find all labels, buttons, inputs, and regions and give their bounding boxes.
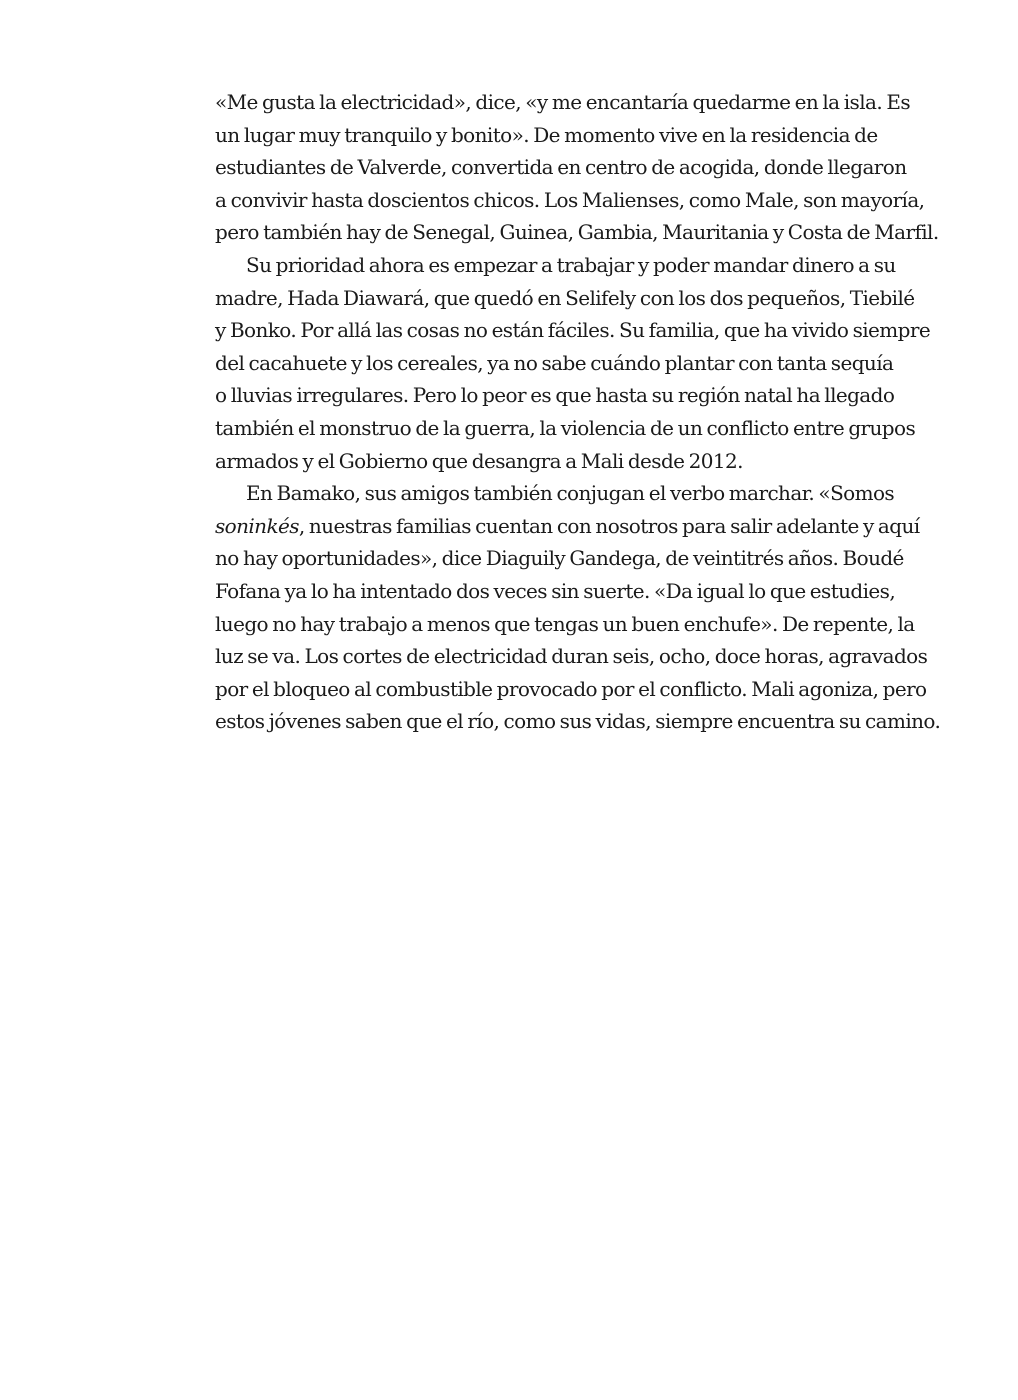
text-line: Su prioridad ahora es empezar a trabajar y poder mandar dinero a su xyxy=(246,252,896,277)
text-line: también el monstruo de la guerra, la violencia de un conflicto entre grupos xyxy=(215,415,916,440)
text-line: luz se va. Los cortes de electricidad duran seis, ocho, doce horas, agravados xyxy=(215,644,928,669)
text-line: Fofana ya lo ha intentado dos veces sin suerte. «Da igual lo que estudies, xyxy=(215,578,896,603)
text-line: estos jóvenes saben que el río, como sus vidas, siempre encuentra su camino. xyxy=(215,709,941,734)
text-line: madre, Hada Diawará, que quedó en Selifely con los dos pequeños, Tiebilé xyxy=(215,285,915,310)
text-line: no hay oportunidades», dice Diaguily Gandega, de veintitrés años. Boudé xyxy=(215,546,904,571)
paragraph-1 xyxy=(215,86,963,249)
italic-term: soninkés xyxy=(215,513,299,538)
text-fragment: , nuestras familias cuentan con nosotros para salir adelante y aquí xyxy=(298,513,920,538)
text-line xyxy=(215,510,963,543)
text-line: pero también hay de Senegal, Guinea, Gambia, Mauritania y Costa de Marfil. xyxy=(215,220,939,245)
text-line: por el bloqueo al combustible provocado por el conflicto. Mali agoniza, pero xyxy=(215,676,927,701)
text-line: «Me gusta la electricidad», dice, «y me encantaría quedarme en la isla. Es xyxy=(215,90,910,114)
paragraph-2 xyxy=(215,249,963,477)
body-text xyxy=(215,86,963,738)
text-line: armados y el Gobierno que desangra a Mali desde 2012. xyxy=(215,448,743,473)
text-line: a convivir hasta doscientos chicos. Los Malienses, como Male, son mayoría, xyxy=(215,187,925,212)
text-line: estudiantes de Valverde, convertida en centro de acogida, donde llegaron xyxy=(215,155,907,180)
text-line: luego no hay trabajo a menos que tengas un buen enchufe». De repente, la xyxy=(215,611,915,636)
paragraph-3 xyxy=(215,477,963,738)
text-line: o lluvias irregulares. Pero lo peor es que hasta su región natal ha llegado xyxy=(215,383,895,408)
text-line: del cacahuete y los cereales, ya no sabe cuándo plantar con tanta sequía xyxy=(215,350,894,375)
text-line: y Bonko. Por allá las cosas no están fáciles. Su familia, que ha vivido siempre xyxy=(215,318,931,343)
text-line: En Bamako, sus amigos también conjugan el verbo marchar. «Somos xyxy=(246,481,895,506)
text-line: un lugar muy tranquilo y bonito». De momento vive en la residencia de xyxy=(215,122,878,147)
